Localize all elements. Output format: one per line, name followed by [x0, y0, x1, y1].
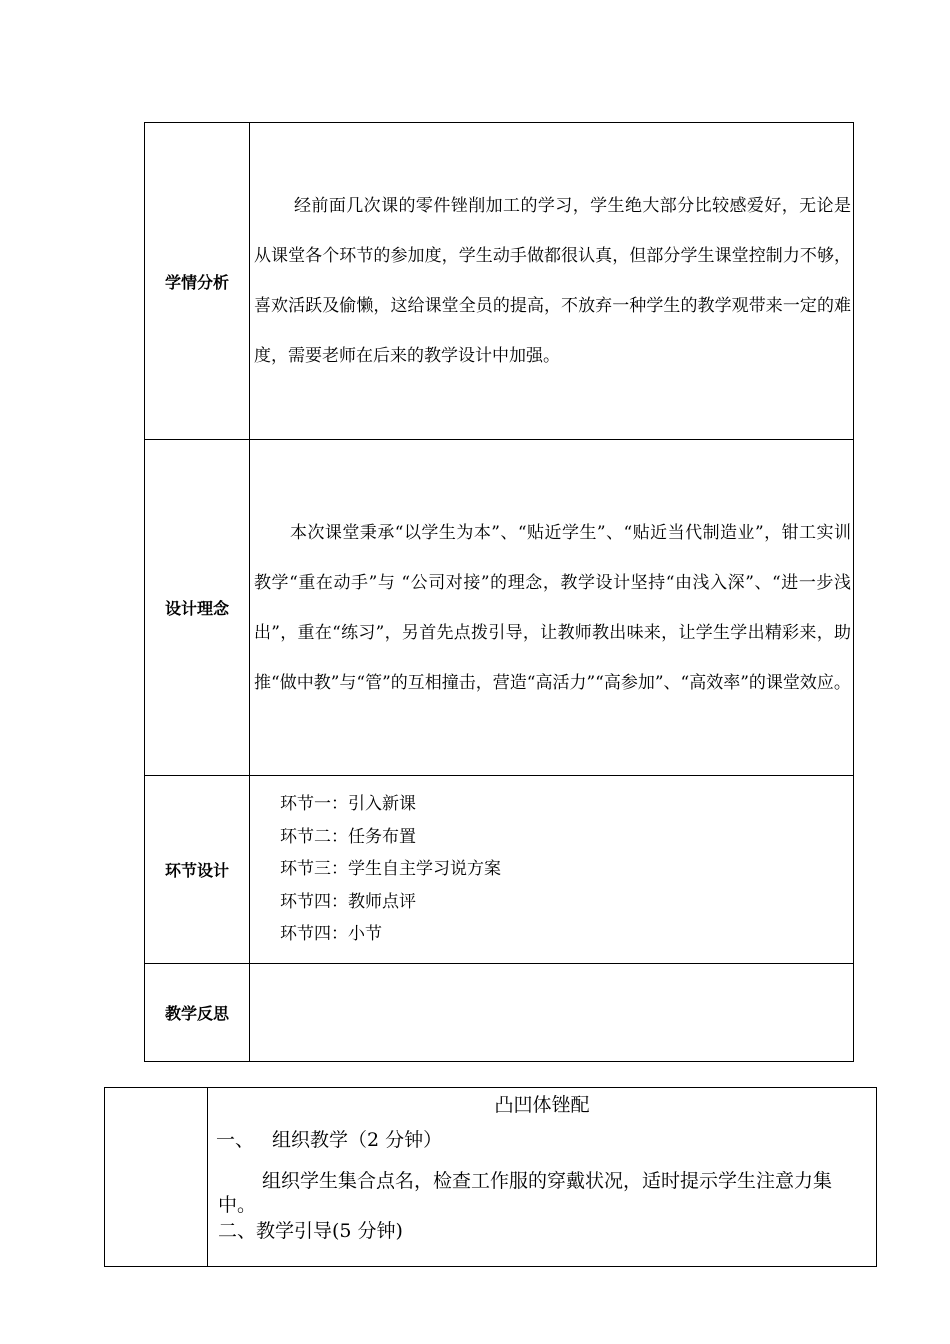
list-item: 环节四：小节 [280, 924, 382, 945]
section-1-number: 一、 [216, 1129, 255, 1151]
step-list [250, 780, 853, 959]
main-cell [208, 1088, 877, 1267]
label-design-concept: 设计理念 [145, 440, 250, 776]
row-step-design [145, 776, 854, 964]
content-step-design [250, 776, 854, 964]
lesson-plan-table [144, 122, 854, 1062]
row-student-analysis [145, 123, 854, 440]
lesson-content-table [104, 1087, 877, 1267]
label-step-design: 环节设计 [145, 776, 250, 964]
list-item: 环节四：教师点评 [280, 891, 416, 912]
section-1-body: 组织学生集合点名，检查工作服的穿戴状况，适时提示学生注意力集中。 [218, 1170, 833, 1216]
student-analysis-text: 经前面几次课的零件锉削加工的学习，学生绝大部分比较感爱好，无论是从课堂各个环节的参加度，学生动手做都很认真，但部分学生课堂控制力不够，喜欢活跃及偷懒，这给课堂全员的提高，不放弃一种学生的教学观带来一定的难度，需要老师在后来的教学设计中加强。 [254, 196, 851, 366]
section-1-title: 组织教学（2 分钟） [272, 1129, 443, 1151]
list-item: 环节三：学生自主学习说方案 [280, 859, 501, 880]
side-cell [105, 1088, 208, 1267]
content-student-analysis [250, 123, 854, 440]
label-teaching-reflection: 教学反思 [145, 964, 250, 1062]
content-design-concept [250, 440, 854, 776]
list-item: 环节二：任务布置 [280, 826, 416, 847]
list-item: 环节一：引入新课 [280, 794, 416, 815]
row-design-concept [145, 440, 854, 776]
section-1-heading [216, 1125, 876, 1155]
lesson-content-row [105, 1088, 877, 1267]
content-teaching-reflection [250, 964, 854, 1062]
lesson-title: 凸凹体锉配 [494, 1094, 590, 1116]
row-teaching-reflection [145, 964, 854, 1062]
design-concept-text: 本次课堂秉承“以学生为本”、“贴近学生”、“贴近当代制造业”，钳工实训教学“重在动手”与 “公司对接”的理念，教学设计坚持“由浅入深”、“进一步浅出”，重在“练习”，另首先点拨引导，让教师教出味来，让学生学出精彩来，助推“做中教”与“管”的互相撞击，营造“高活力”“高参加”、“高效率”的课堂效应。 [254, 522, 851, 693]
label-student-analysis: 学情分析 [145, 123, 250, 440]
section-2-heading: 二、教学引导(5 分钟) [218, 1220, 403, 1242]
